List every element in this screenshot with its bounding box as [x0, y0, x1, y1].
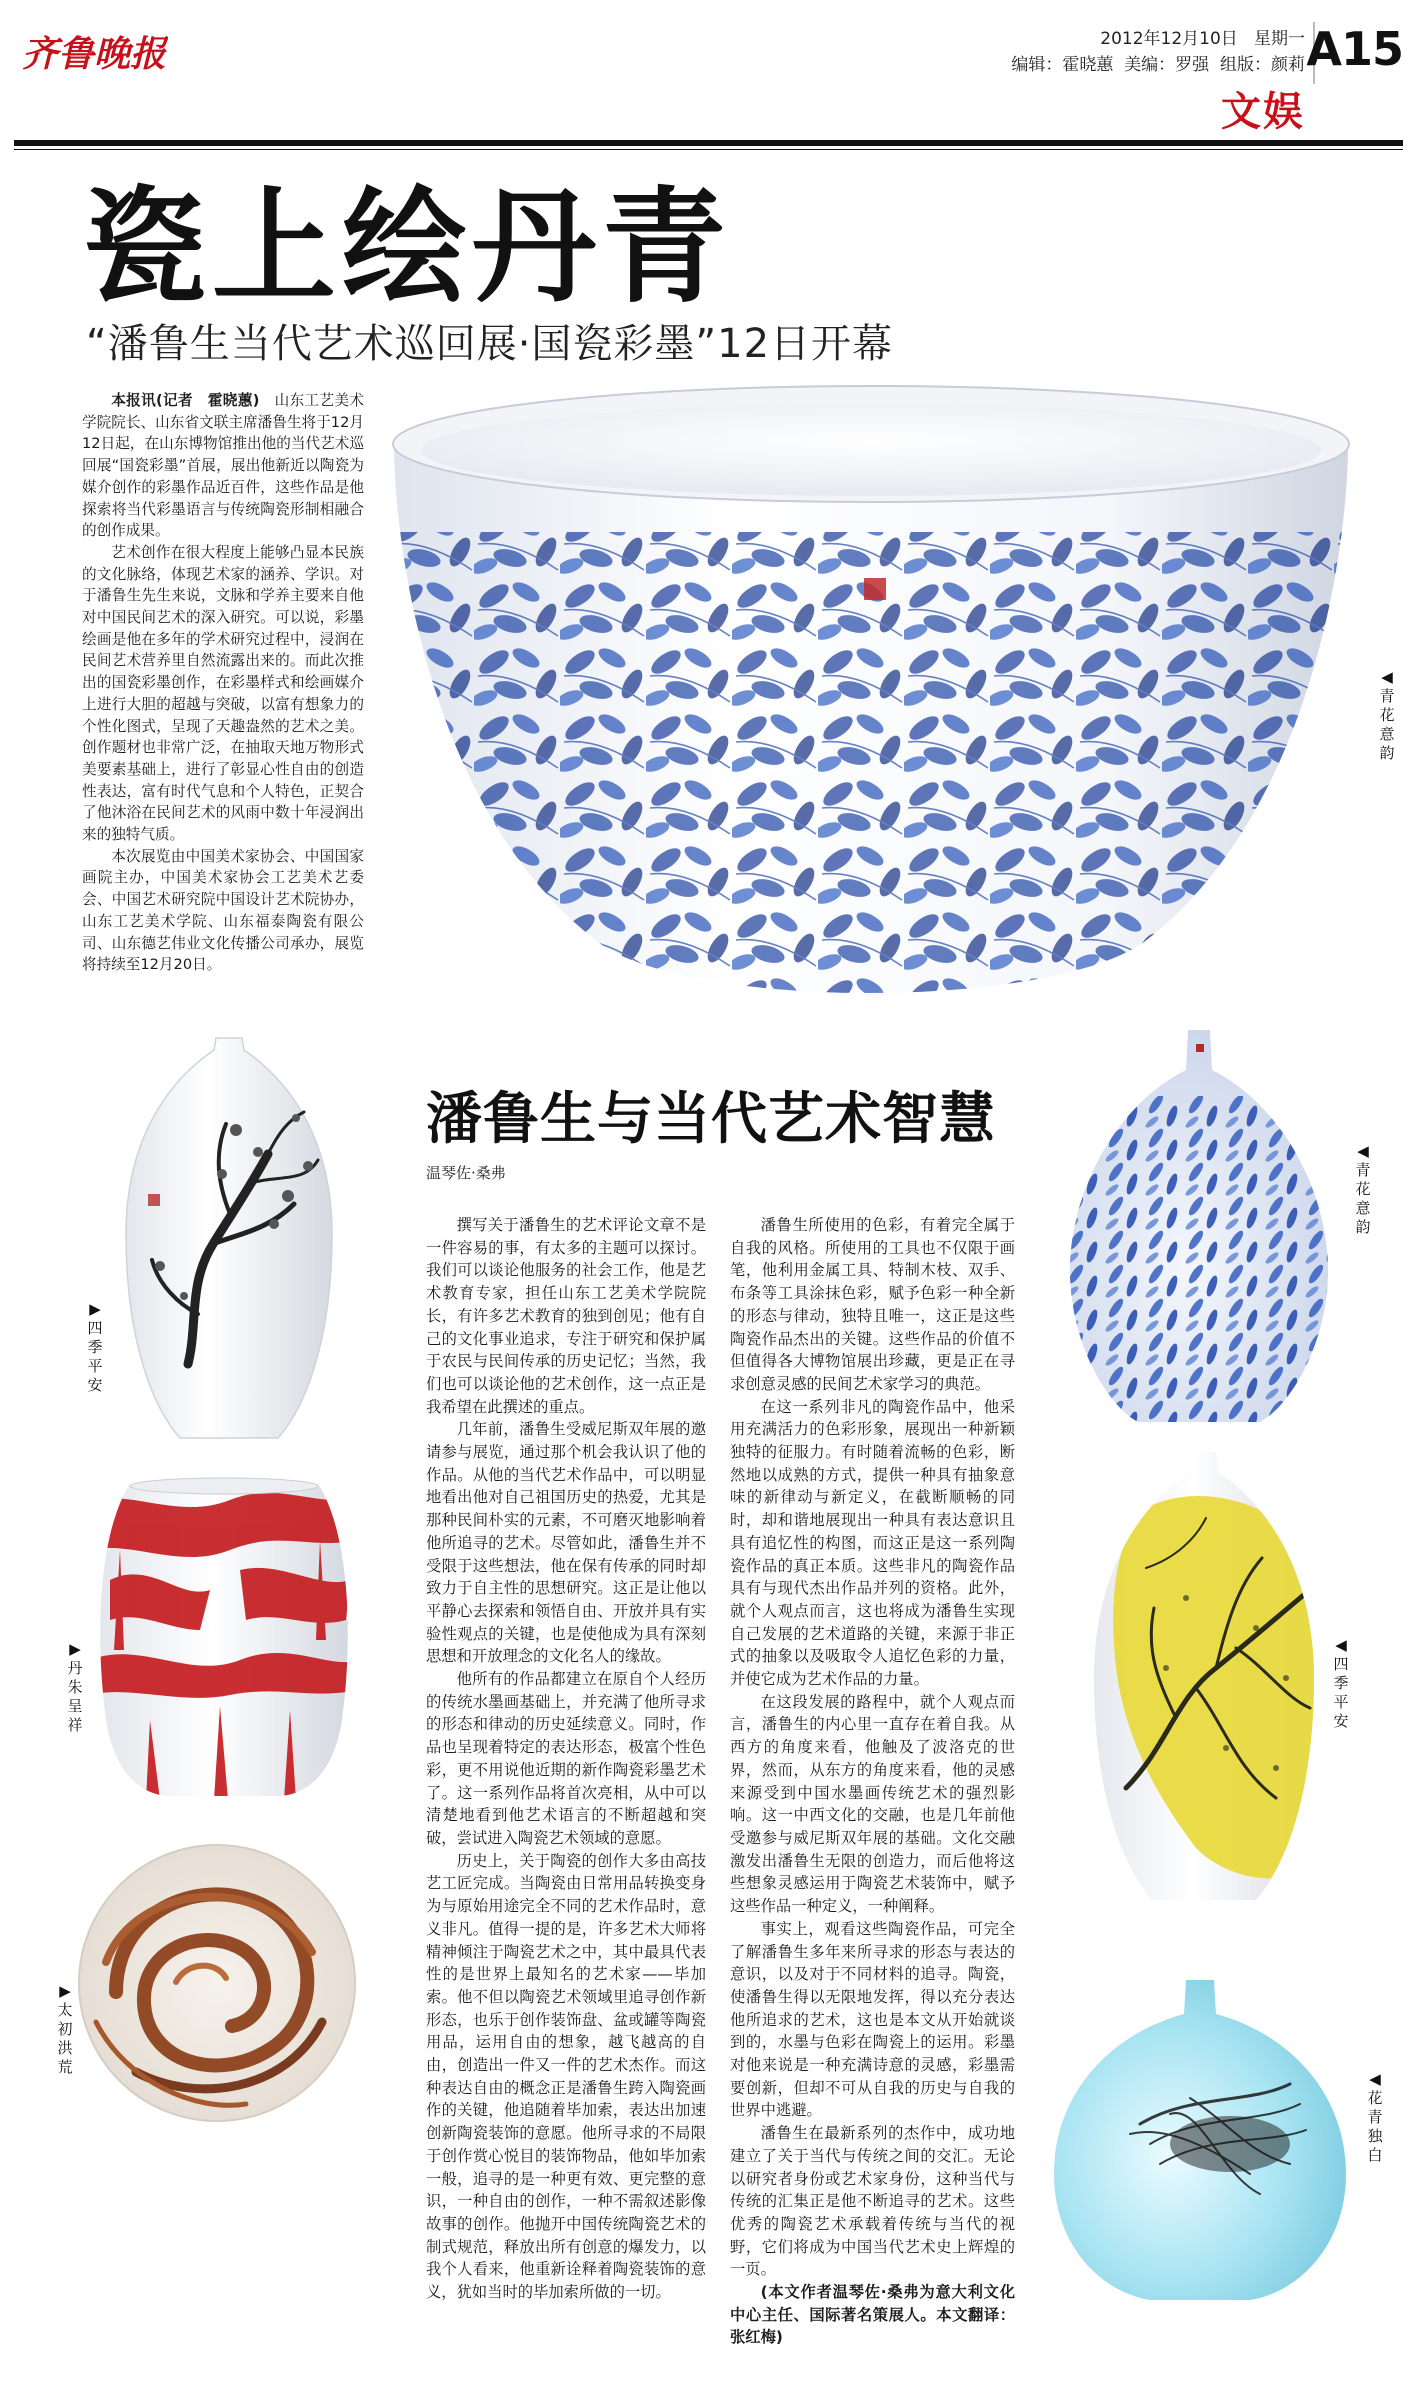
article2-paragraph: 在这一系列非凡的陶瓷作品中，他采用充满活力的色彩形象，展现出一种新颖独特的征服力。有时随着流畅的色彩，断然地以成熟的方式，提供一种具有抽象意味的新律动与新定义，在截断顺畅的同时，却和谐地展现出一种具有表达意识且具有追忆性的构图，而这正是这一系列陶瓷作品的真正本质。这些非凡的陶瓷作品具有与现代杰出作品并列的资格。此外，就个人观点而言，这也将成为潘鲁生实现自己发展的艺术道路的关键，来源于非正式的抽象以及吸取令人追忆色彩的力量，并使它成为艺术作品的力量。 — [730, 1397, 1015, 1689]
masthead-rule-thick — [14, 140, 1403, 146]
cyan-ink-vase-image — [1050, 1974, 1350, 2304]
red-lotus-jar-image — [90, 1470, 358, 1800]
caption-bowl: ◀青花意韵 — [1379, 668, 1395, 762]
lead-paragraph-3: 本次展览由中国美术家协会、中国国家画院主办，中国美术家协会工艺美术艺委会、中国艺术研究院中国设计艺术院协办，山东工艺美术学院、山东福泰陶瓷有限公司、山东德艺伟业文化传播公司承办，展览将持续至12月20日。 — [82, 847, 364, 974]
article2-paragraph: 事实上，观看这些陶瓷作品，可完全了解潘鲁生多年来所寻求的形态与表达的意识，以及对于不同材料的追寻。陶瓷，使潘鲁生得以无限地发挥，得以充分表达他所追求的艺术，这也是本文从开始就谈到的，水墨与色彩在陶瓷上的运用。彩墨对他来说是一种充满诗意的灵感，彩墨需要创新，但却不可从自我的历史与自我的世界中逃避。 — [730, 1919, 1015, 2120]
caption-brown-plate: ▶太初洪荒 — [57, 1982, 73, 2076]
layout-editor-credit: 组版：颜莉 — [1220, 55, 1305, 75]
article2-column-2 — [730, 1214, 1015, 2349]
masthead-rule-thin — [14, 149, 1403, 150]
issue-date: 2012年12月10日 — [1100, 29, 1238, 49]
article2-paragraph: 几年前，潘鲁生受威尼斯双年展的邀请参与展览，通过那个机会我认识了他的作品。从他的当代艺术作品中，可以明显地看出他对自己祖国历史的热爱，尤其是那种民间朴实的元素，不可磨灭地影响着他所追寻的艺术。尽管如此，潘鲁生并不受限于这些想法，他在保有传承的同时却致力于自主性的思想研究。这正是让他以平静心去探索和领悟自由、开放并具有实验性观点的关键，也是使他成为具有深刻思想和开放理念的文化名人的缘故。 — [426, 1420, 706, 1666]
lead-paragraph-1: 本报讯(记者 霍晓蕙) 山东工艺美术学院院长、山东省文联主席潘鲁生将于12月12日起，在山东博物馆推出他的当代艺术巡回展“国瓷彩墨”首展，展出他新近以陶瓷为媒介创作的彩墨作品近百件，这些作品是他探索将当代彩墨语言与传统陶瓷形制相融合的创作成果。 — [82, 392, 364, 540]
article2-paragraph: 撰写关于潘鲁生的艺术评论文章不是一件容易的事，有太多的主题可以探讨。我们可以谈论他服务的社会工作，他是艺术教育专家，担任山东工艺美术学院院长，有许多艺术教育的独到创见；他有自己的文化事业追求，专注于研究和保护属于农民与民间传承的历史记忆；当然，我们也可以谈论他的艺术创作，这一点正是我希望在此撰述的重点。 — [426, 1216, 706, 1416]
lead-article — [82, 390, 364, 976]
caption-cyan-vase: ◀花青独白 — [1367, 2070, 1383, 2164]
editor-credit: 编辑：霍晓蕙 — [1011, 55, 1114, 75]
caption-yellow-vase: ◀四季平安 — [1333, 1636, 1349, 1730]
article2-title: 潘鲁生与当代艺术智慧 — [426, 1087, 996, 1152]
yellow-plum-vase-image — [1086, 1448, 1322, 1904]
issue-weekday: 星期一 — [1254, 29, 1305, 49]
article2-author-note: (本文作者温琴佐·桑弗为意大利文化中心主任、国际著名策展人。本文翻译：张红梅) — [730, 2283, 1015, 2347]
lead-paragraph-2: 艺术创作在很大程度上能够凸显本民族的文化脉络，体现艺术家的涵养、学识。对于潘鲁生先生来说，文脉和学养主要来自他对中国民间艺术的深入研究。可以说，彩墨绘画是他在多年的学术研究过程中，浸润在民间艺术营养里自然流露出来的。而此次推出的国瓷彩墨创作，在彩墨样式和绘画媒介上进行大胆的超越与突破，以富有想象力的个性化图式，呈现了天趣盎然的艺术之美。创作题材也非常广泛，在抽取天地万物形式美要素基础上，进行了彰显心性自由的创造性表达，富有时代气息和个人特色，正契合了他沐浴在民间艺术的风雨中数十年浸润出来的独特气质。 — [82, 543, 364, 844]
article2-paragraph: 历史上，关于陶瓷的创作大多由高技艺工匠完成。当陶瓷由日常用品转换变身为与原始用途完全不同的艺术作品时，意义非凡。值得一提的是，许多艺术大师将精神倾注于陶瓷艺术之中，其中最具代表性的是世界上最知名的艺术家——毕加索。他不但以陶瓷艺术领域里追寻创作新形态，也乐于创作装饰盘、盆或罐等陶瓷用品，运用自由的想象，越飞越高的自由，创造出一件又一件的艺术杰作。而这种表达自由的概念正是潘鲁生跨入陶瓷画作的关键，他追随着毕加索，表达出加速创新陶瓷装饰的意愿。他所寻求的不局限于创作赏心悦目的装饰物品，他如毕加索一般，追寻的是一种更有效、更完整的意识，一种自由的创作，一种不需叙述影像故事的创作。他抛开中国传统陶瓷艺术的制式规范，释放出所有创意的爆发力，以我个人看来，他重新诠释着陶瓷装饰的意义，犹如当时的毕加索所做的一切。 — [426, 1851, 706, 2302]
caption-blue-vase: ◀青花意韵 — [1355, 1142, 1371, 1236]
main-headline: 瓷上绘丹青 — [82, 176, 733, 320]
caption-red-jar: ▶丹朱呈祥 — [67, 1640, 83, 1734]
article2-paragraph: 潘鲁生在最新系列的杰作中，成功地建立了关于当代与传统之间的交汇。无论以研究者身份或艺术家身份，这种当代与传统的汇集正是他不断追寻的艺术。这些优秀的陶瓷艺术承载着传统与当代的视野，它们将成为中国当代艺术史上辉煌的一页。 — [730, 2124, 1015, 2279]
article2-paragraph: 他所有的作品都建立在原自个人经历的传统水墨画基础上，并充满了他所寻求的形态和律动的历史延续意义。同时，作品也呈现着特定的表达形态，极富个性色彩，更不用说他近期的新作陶瓷彩墨艺术了。这一系列作品将首次亮相，从中可以清楚地看到他艺术语言的不断超越和突破，尝试进入陶瓷艺术领域的意愿。 — [426, 1670, 706, 1847]
blue-white-bowl-image — [388, 382, 1354, 1032]
masthead-info — [1011, 26, 1305, 78]
newspaper-logo — [18, 24, 168, 82]
brown-swirl-plate-image — [76, 1842, 358, 2124]
blue-bamboo-vase-image — [1064, 1026, 1334, 1426]
art-editor-credit: 美编：罗强 — [1124, 55, 1210, 75]
section-name: 文娱 — [1221, 89, 1305, 135]
article2-paragraph: 潘鲁生所使用的色彩，有着完全属于自我的风格。所使用的工具也不仅限于画笔，他利用金属工具、特制木枝、双手、布条等工具涂抹色彩，赋予色彩一种全新的形态与律动，独特且唯一，这正是这些陶瓷作品杰出的关键。这些作品的价值不但值得各大博物馆展出珍藏，更是正在寻求创意灵感的民间艺术家学习的典范。 — [730, 1216, 1015, 1393]
ink-plum-vase-image — [118, 1034, 340, 1444]
article2-author: 温琴佐·桑弗 — [426, 1164, 506, 1182]
article2-column-1 — [426, 1214, 706, 2304]
main-subheadline: “潘鲁生当代艺术巡回展·国瓷彩墨”12日开幕 — [86, 321, 894, 367]
page-number: A15 — [1306, 22, 1403, 76]
article2-paragraph: 在这段发展的路程中，就个人观点而言，潘鲁生的内心里一直存在着自我。从西方的角度来看，他触及了波洛克的世界，然而，从东方的角度来看，他的灵感来源受到中国水墨画传统艺术的强烈影响。这一中西文化的交融，也是几年前他受邀参与威尼斯双年展的基础。文化交融激发出潘鲁生无限的创造力，而后他将这些想象灵感运用于陶瓷艺术装饰中，赋予这些作品一种定义，一种阐释。 — [730, 1692, 1015, 1916]
newspaper-logo-text: 齐鲁晚报 — [22, 33, 167, 75]
lead-byline: 本报讯(记者 霍晓蕙) — [111, 392, 260, 409]
caption-ink-vase: ▶四季平安 — [87, 1300, 103, 1394]
